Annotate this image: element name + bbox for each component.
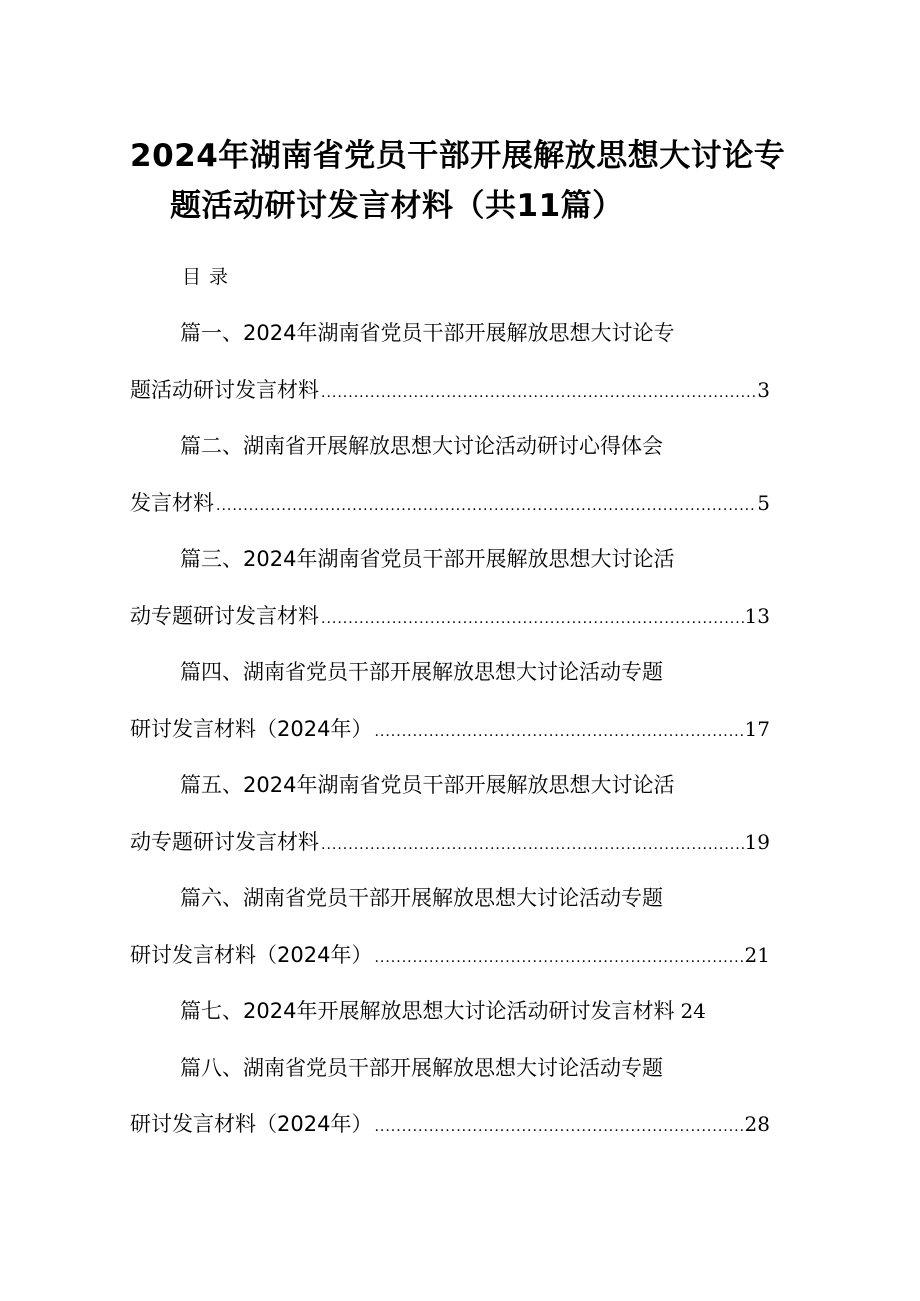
toc-entry-title: 篇三、2024年湖南省党员干部开展解放思想大讨论活 [180,547,675,571]
toc-entry-continuation [130,814,770,871]
toc-entry-continuation [130,927,770,984]
toc-page-number: 24 [680,999,706,1023]
dot-leader [319,591,745,645]
toc-entry-continuation [130,475,770,532]
toc-entry-8[interactable] [130,1040,770,1153]
toc-entry-2[interactable] [130,418,770,531]
toc-entry-6[interactable] [130,870,770,983]
toc-page-number: 3 [757,377,770,402]
dot-leader [372,1099,744,1153]
table-of-contents [130,305,770,1153]
toc-entry-title: 篇八、湖南省党员干部开展解放思想大讨论活动专题 [180,1055,663,1080]
toc-entry-continuation [130,1096,770,1153]
toc-page-number: 28 [744,1112,770,1136]
toc-page-number: 5 [757,490,770,515]
toc-entry-title-end: 动专题研讨发言材料 [130,829,319,854]
dot-leader [319,817,745,871]
dot-leader [372,930,744,984]
toc-entry-title-end: 研讨发言材料（2024年） [130,942,373,967]
toc-entry-continuation [130,701,770,758]
toc-entry-4[interactable] [130,644,770,757]
toc-entry-title-end: 发言材料 [130,490,214,515]
document-title [130,131,795,231]
toc-entry-1[interactable] [130,305,770,418]
toc-page-number: 19 [744,829,770,854]
toc-entry-continuation [130,362,770,419]
dot-leader [214,478,757,532]
toc-entry-title: 篇一、2024年湖南省党员干部开展解放思想大讨论专 [180,321,675,345]
toc-heading: 目录 [182,266,237,288]
toc-entry-title: 篇七、2024年开展解放思想大讨论活动研讨发言材料 [180,999,675,1023]
toc-page-number: 21 [744,942,770,967]
toc-entry-continuation [130,588,770,645]
toc-entry-title-end: 题活动研讨发言材料 [130,377,319,402]
toc-entry-title: 篇六、湖南省党员干部开展解放思想大讨论活动专题 [180,886,663,910]
toc-page-number: 17 [744,716,770,741]
toc-entry-title: 篇五、2024年湖南省党员干部开展解放思想大讨论活 [180,773,675,797]
document-title-line-1: 2024年湖南省党员干部开展解放思想大讨论专 [130,138,786,174]
toc-entry-single-line [130,983,770,1040]
toc-entry-title: 篇四、湖南省党员干部开展解放思想大讨论活动专题 [180,660,663,684]
dot-leader [319,365,757,419]
toc-entry-title: 篇二、湖南省开展解放思想大讨论活动研讨心得体会 [180,434,663,458]
dot-leader [372,704,744,758]
document-title-line-2: 题活动研讨发言材料（共11篇） [170,188,624,224]
toc-entry-title-end: 研讨发言材料（2024年） [130,716,373,741]
toc-entry-title-end: 研讨发言材料（2024年） [130,1112,373,1136]
toc-entry-7[interactable] [130,983,770,1040]
toc-entry-3[interactable] [130,531,770,644]
toc-entry-5[interactable] [130,757,770,870]
toc-page-number: 13 [744,603,770,628]
toc-entry-title-end: 动专题研讨发言材料 [130,603,319,628]
